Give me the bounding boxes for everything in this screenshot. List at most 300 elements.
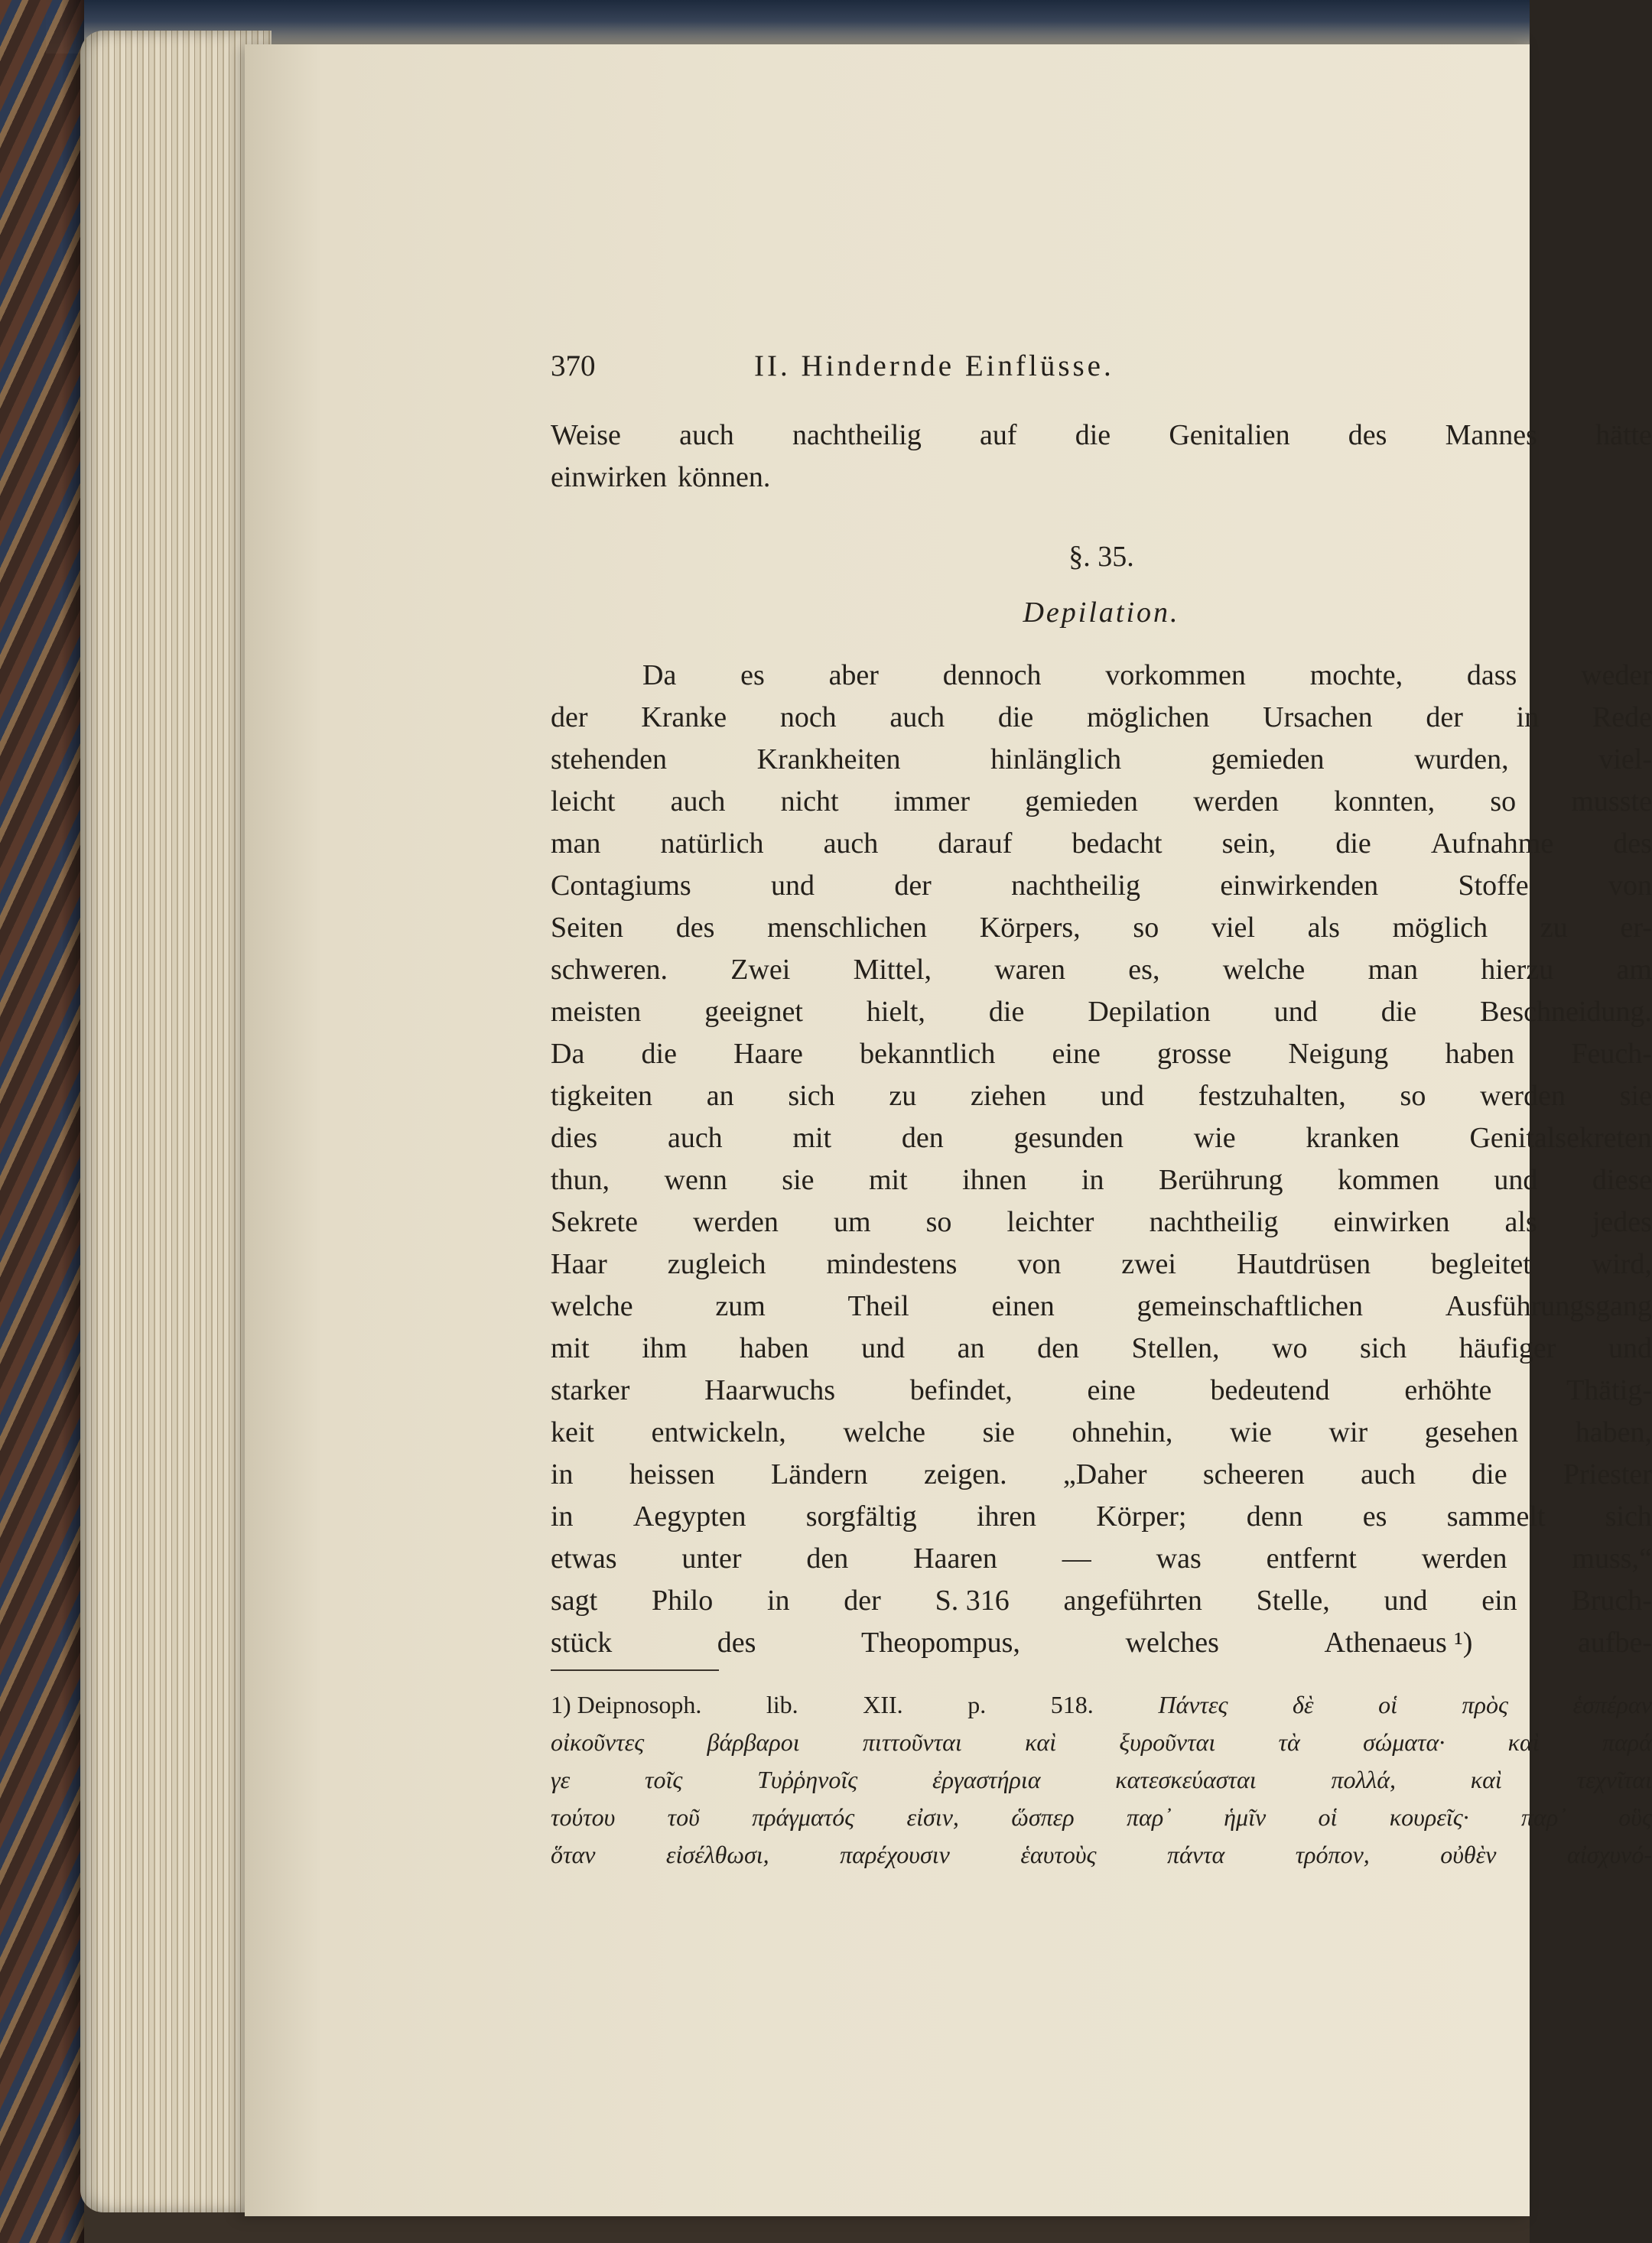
word: sein,: [1221, 827, 1276, 860]
word: sagt: [551, 1585, 598, 1617]
word: ein: [1481, 1585, 1517, 1617]
word: Depilation: [1088, 996, 1211, 1028]
text-line: [551, 1686, 1652, 1724]
word: wie: [1193, 1122, 1236, 1154]
word: zum: [715, 1290, 766, 1322]
word: ἡμῖν: [1224, 1803, 1267, 1831]
word: εἰσέλθωσι,: [665, 1841, 769, 1868]
text-line: [551, 1243, 1652, 1286]
word: viel: [1211, 912, 1255, 944]
word: Seiten: [551, 912, 623, 944]
footnote-rule: [551, 1669, 719, 1671]
word: werden: [1421, 1542, 1507, 1575]
text-line: [551, 1799, 1652, 1836]
running-header: [551, 349, 1652, 387]
text-line: [551, 1159, 1652, 1201]
word: Berührung: [1159, 1164, 1283, 1196]
word: es,: [1128, 954, 1160, 986]
word: τρόπον,: [1295, 1841, 1370, 1868]
word: τούτου: [551, 1803, 616, 1831]
word: mit: [551, 1332, 590, 1364]
word: Beschneidung.: [1480, 996, 1652, 1028]
word: der: [894, 870, 932, 902]
word: Priester: [1563, 1458, 1652, 1490]
word: grosse: [1157, 1038, 1232, 1070]
text-line: [551, 1412, 1652, 1454]
word: und: [1494, 1164, 1538, 1196]
word: einwirken: [551, 461, 667, 493]
footnote: [551, 1686, 1652, 1874]
word: sie: [1619, 1080, 1652, 1112]
word: hierzu: [1481, 954, 1554, 986]
word: ἐργαστήρια: [932, 1766, 1041, 1793]
word: und: [1273, 996, 1318, 1028]
section-title: Depilation.: [1023, 597, 1180, 629]
word: Haaren: [913, 1542, 997, 1575]
word: geeignet: [704, 996, 803, 1028]
word: ihren: [976, 1500, 1037, 1533]
word: auf: [980, 419, 1017, 451]
word: τεχνῖται: [1576, 1766, 1652, 1793]
word: welche: [1222, 954, 1306, 986]
word: befindet,: [909, 1374, 1013, 1406]
word: so: [1490, 785, 1517, 818]
text-line: [551, 1454, 1652, 1496]
word: des: [1348, 419, 1387, 451]
word: mindestens: [826, 1248, 958, 1280]
word: Zwei: [730, 954, 791, 986]
word: bekanntlich: [860, 1038, 996, 1070]
text-line: [551, 1286, 1652, 1328]
word: αἰσχυνό-: [1566, 1841, 1652, 1868]
word: an: [706, 1080, 734, 1112]
word: 1) Deipnosoph.: [551, 1691, 702, 1718]
word: sich: [1360, 1332, 1407, 1364]
word: bedacht: [1072, 827, 1163, 860]
page-edges: [80, 31, 272, 2212]
word: τοῦ: [667, 1803, 700, 1831]
word: Athenaeus ¹): [1324, 1627, 1473, 1659]
running-title: II. Hindernde Einflüsse.: [754, 349, 1114, 382]
word: die: [997, 701, 1034, 733]
word: hielt,: [866, 996, 925, 1028]
word: nicht: [780, 785, 839, 818]
word: ξυροῦνται: [1119, 1728, 1216, 1756]
word: zu: [1540, 912, 1568, 944]
word: wo: [1272, 1332, 1308, 1364]
word: ihm: [642, 1332, 688, 1364]
word: er-: [1620, 912, 1652, 944]
word: werden: [1193, 785, 1279, 818]
word: so: [925, 1206, 952, 1238]
word: die: [988, 996, 1025, 1028]
word: βάρβαροι: [707, 1728, 800, 1756]
word: ἑσπέραν: [1572, 1691, 1652, 1718]
text-line: [551, 1724, 1652, 1761]
word: es: [740, 659, 765, 691]
word: sich: [1605, 1500, 1652, 1533]
word: Körpers,: [979, 912, 1081, 944]
word: häufiger: [1459, 1332, 1556, 1364]
word: konnten,: [1334, 785, 1436, 818]
word: der: [551, 701, 588, 733]
word: natürlich: [660, 827, 764, 860]
word: nachtheilig: [792, 419, 922, 451]
word: XII.: [863, 1691, 903, 1718]
word: nachtheilig: [1011, 870, 1140, 902]
word: wie: [1230, 1416, 1272, 1448]
word: unter: [681, 1542, 742, 1575]
word: Kranke: [641, 701, 727, 733]
word: Philo: [651, 1585, 714, 1617]
word: sie: [782, 1164, 815, 1196]
word: waren: [994, 954, 1066, 986]
word: von: [1608, 870, 1652, 902]
word: zeigen.: [923, 1458, 1007, 1490]
word: gemeinschaftlichen: [1137, 1290, 1363, 1322]
text-line: [551, 1370, 1652, 1412]
word: σώματα·: [1363, 1728, 1446, 1756]
word: haben: [739, 1332, 809, 1364]
word: πράγματός: [752, 1803, 855, 1831]
word: auch: [667, 1122, 723, 1154]
word: gesehen: [1424, 1416, 1519, 1448]
word: welche: [843, 1416, 926, 1448]
word: die: [1472, 1458, 1507, 1490]
text-line: [551, 1033, 1652, 1075]
word: καὶ: [1025, 1728, 1057, 1756]
word: aber: [828, 659, 879, 691]
text-line: [551, 1201, 1652, 1243]
word: Contagiums: [551, 870, 691, 902]
word: nachtheilig: [1149, 1206, 1279, 1238]
word: τοῖς: [644, 1766, 683, 1793]
word: Haar: [551, 1248, 607, 1280]
word: auch: [1361, 1458, 1416, 1490]
word: werden: [1480, 1080, 1566, 1112]
word: Ausführungsgang: [1445, 1290, 1652, 1322]
word: Thätig-: [1566, 1374, 1652, 1406]
text-line: [551, 1580, 1652, 1622]
word: angeführten: [1063, 1585, 1202, 1617]
word: schweren.: [551, 954, 668, 986]
text-line: [551, 457, 1652, 499]
word: „Daher: [1062, 1458, 1147, 1490]
word: möglichen: [1087, 701, 1210, 733]
word: Πάντες: [1158, 1691, 1228, 1718]
word: 518.: [1050, 1691, 1094, 1718]
word: οἱ: [1378, 1691, 1397, 1718]
word: hätte: [1595, 419, 1652, 451]
text-line: [551, 697, 1652, 739]
word: Stellen,: [1131, 1332, 1220, 1364]
word: οἱ: [1318, 1803, 1338, 1831]
text-line: [551, 1328, 1652, 1370]
word: ihnen: [962, 1164, 1027, 1196]
text-line: [551, 1538, 1652, 1580]
word: gesunden: [1013, 1122, 1124, 1154]
word: des: [675, 912, 715, 944]
word: leicht: [551, 785, 616, 818]
word: musste: [1571, 785, 1652, 818]
word: man: [1367, 954, 1418, 986]
text-line: [551, 1761, 1652, 1799]
word: festzuhalten,: [1198, 1080, 1346, 1112]
text-line: [551, 414, 1652, 457]
word: den: [806, 1542, 849, 1575]
word: πρὸς: [1462, 1691, 1508, 1718]
word: möglich: [1392, 912, 1488, 944]
word: des: [1613, 827, 1652, 860]
word: Theil: [847, 1290, 909, 1322]
word: keit: [551, 1416, 594, 1448]
word: auch: [670, 785, 726, 818]
text-line: [551, 991, 1652, 1033]
word: Weise: [551, 419, 621, 451]
section-number: §. 35.: [1068, 541, 1134, 573]
word: πάντα: [1166, 1841, 1225, 1868]
word: haben: [1445, 1038, 1515, 1070]
word: Haarwuchs: [704, 1374, 836, 1406]
word: thun,: [551, 1164, 610, 1196]
word: begleitet: [1431, 1248, 1531, 1280]
word: in: [551, 1500, 574, 1533]
word: tigkeiten: [551, 1080, 652, 1112]
word: einwirken: [1333, 1206, 1450, 1238]
word: aufbe-: [1577, 1627, 1652, 1659]
word: bedeutend: [1210, 1374, 1330, 1406]
word: wenn: [664, 1164, 727, 1196]
word: entwickeln,: [651, 1416, 786, 1448]
word: Stelle,: [1256, 1585, 1330, 1617]
word: οὐθὲν: [1440, 1841, 1497, 1868]
word: p.: [967, 1691, 987, 1718]
word: um: [833, 1206, 871, 1238]
word: so: [1133, 912, 1159, 944]
word: πολλά,: [1331, 1766, 1396, 1793]
word: wurden,: [1414, 743, 1509, 775]
word: etwas: [551, 1542, 617, 1575]
word: ἑαυτοὺς: [1020, 1841, 1097, 1868]
word: den: [901, 1122, 944, 1154]
word: οὓς: [1618, 1803, 1652, 1831]
word: Haare: [733, 1038, 803, 1070]
word: die: [1075, 419, 1111, 451]
word: οἰκοῦντες: [551, 1728, 645, 1756]
word: παρ᾽: [1126, 1803, 1172, 1831]
word: stück: [551, 1627, 613, 1659]
word: es: [1362, 1500, 1387, 1533]
word: der: [844, 1585, 881, 1617]
text-line: [551, 949, 1652, 991]
word: παρά: [1602, 1728, 1652, 1756]
word: Sekrete: [551, 1206, 638, 1238]
word: und: [1100, 1080, 1144, 1112]
word: welche: [551, 1290, 633, 1322]
word: denn: [1246, 1500, 1303, 1533]
word: wir: [1328, 1416, 1368, 1448]
word: —: [1062, 1542, 1091, 1575]
word: mit: [792, 1122, 832, 1154]
text-line: [551, 1496, 1652, 1538]
word: in: [551, 1458, 574, 1490]
body-paragraph: [551, 655, 1652, 1664]
word: mit: [868, 1164, 908, 1196]
word: darauf: [938, 827, 1013, 860]
word: ohnehin,: [1072, 1416, 1173, 1448]
word: menschlichen: [767, 912, 928, 944]
word: und: [1384, 1585, 1428, 1617]
word: starker: [551, 1374, 630, 1406]
word: Da: [551, 1038, 585, 1070]
text-line: [551, 1075, 1652, 1117]
word: des: [717, 1627, 756, 1659]
word: πιττοῦνται: [862, 1728, 962, 1756]
word: sich: [788, 1080, 835, 1112]
text-line: [551, 823, 1652, 865]
word: diese: [1592, 1164, 1652, 1196]
word: was: [1156, 1542, 1202, 1575]
word: erhöhte: [1404, 1374, 1492, 1406]
word: Mannes: [1445, 419, 1537, 451]
text-line: [551, 781, 1652, 823]
word: καὶ: [1507, 1728, 1540, 1756]
word: noch: [779, 701, 837, 733]
word: scheeren: [1202, 1458, 1305, 1490]
word: wird,: [1591, 1248, 1652, 1280]
word: den: [1037, 1332, 1079, 1364]
word: auch: [679, 419, 734, 451]
text-line: [551, 1117, 1652, 1159]
word: eine: [1052, 1038, 1101, 1070]
word: einen: [991, 1290, 1055, 1322]
text-line: [551, 865, 1652, 907]
word: als: [1307, 912, 1340, 944]
word: Krankheiten: [756, 743, 901, 775]
word: Neigung: [1288, 1038, 1389, 1070]
word: Hautdrüsen: [1236, 1248, 1371, 1280]
word: sammelt: [1446, 1500, 1546, 1533]
marbled-cover: [0, 0, 84, 2243]
word: ὥσπερ: [1011, 1803, 1075, 1831]
word: immer: [893, 785, 970, 818]
word: κουρεῖς·: [1389, 1803, 1469, 1831]
word: am: [1616, 954, 1652, 986]
word: Rede: [1592, 701, 1652, 733]
word: und: [861, 1332, 906, 1364]
word: dennoch: [942, 659, 1042, 691]
word: γε: [551, 1766, 571, 1793]
word: auch: [823, 827, 879, 860]
word: zwei: [1121, 1248, 1176, 1280]
word: auch: [889, 701, 945, 733]
word: gemieden: [1025, 785, 1138, 818]
word: καὶ: [1470, 1766, 1502, 1793]
word: meisten: [551, 996, 642, 1028]
word: entfernt: [1266, 1542, 1357, 1575]
word: gemieden: [1211, 743, 1325, 775]
text-line: [551, 1622, 1652, 1664]
word: man: [551, 827, 601, 860]
word: Theopompus,: [861, 1627, 1020, 1659]
word: παρέχουσιν: [840, 1841, 950, 1868]
word: die: [1335, 827, 1371, 860]
word: in: [766, 1585, 790, 1617]
word: Feuch-: [1571, 1038, 1652, 1070]
word: von: [1017, 1248, 1062, 1280]
word: eine: [1087, 1374, 1136, 1406]
word: einwirkenden: [1220, 870, 1379, 902]
word: zugleich: [667, 1248, 766, 1280]
word: haben,: [1575, 1416, 1652, 1448]
word: so: [1400, 1080, 1426, 1112]
word: Stoffe: [1458, 870, 1529, 902]
word: kommen: [1337, 1164, 1439, 1196]
word: muss,“: [1572, 1542, 1652, 1575]
text-line: [551, 739, 1652, 781]
word: als: [1504, 1206, 1537, 1238]
word: zu: [889, 1080, 917, 1112]
word: der: [1426, 701, 1463, 733]
word: dass: [1466, 659, 1517, 691]
word: Da: [642, 659, 677, 691]
word: dies: [551, 1122, 598, 1154]
word: κατεσκεύασται: [1115, 1766, 1257, 1793]
text-line: [551, 907, 1652, 949]
word: an: [957, 1332, 985, 1364]
word: sorgfältig: [805, 1500, 917, 1533]
word: Genitalsekreten: [1469, 1122, 1652, 1154]
word: stehenden: [551, 743, 667, 775]
word: Aufnahme: [1430, 827, 1554, 860]
word: jedes: [1592, 1206, 1652, 1238]
word: die: [641, 1038, 677, 1070]
word: Körper;: [1096, 1500, 1187, 1533]
word: kranken: [1306, 1122, 1400, 1154]
word: Aegypten: [633, 1500, 746, 1533]
word: τὰ: [1278, 1728, 1300, 1756]
word: viel-: [1598, 743, 1652, 775]
text-line: [551, 655, 1652, 697]
word: ὅταν: [551, 1841, 596, 1868]
word: δὲ: [1293, 1691, 1314, 1718]
word: welches: [1125, 1627, 1219, 1659]
word: leichter: [1006, 1206, 1094, 1238]
word: Genitalien: [1169, 419, 1290, 451]
word: hinlänglich: [990, 743, 1122, 775]
word: und: [771, 870, 815, 902]
book-page: [245, 44, 1652, 2216]
word: in: [1081, 1164, 1104, 1196]
word: vorkommen: [1105, 659, 1246, 691]
word: Mittel,: [853, 954, 932, 986]
word: παρ᾽: [1521, 1803, 1566, 1831]
word: Τυῤῥηνοῖς: [757, 1766, 858, 1793]
word: S. 316: [935, 1585, 1010, 1617]
page-number: 370: [551, 349, 596, 382]
word: Bruch-: [1571, 1585, 1652, 1617]
word: können.: [677, 461, 771, 493]
word: Ländern: [771, 1458, 868, 1490]
word: heissen: [629, 1458, 715, 1490]
intro-paragraph: [551, 414, 1652, 499]
word: weder: [1581, 659, 1652, 691]
word: in: [1516, 701, 1540, 733]
word: sie: [982, 1416, 1015, 1448]
word: lib.: [766, 1691, 798, 1718]
word: εἰσιν,: [906, 1803, 959, 1831]
word: werden: [693, 1206, 779, 1238]
